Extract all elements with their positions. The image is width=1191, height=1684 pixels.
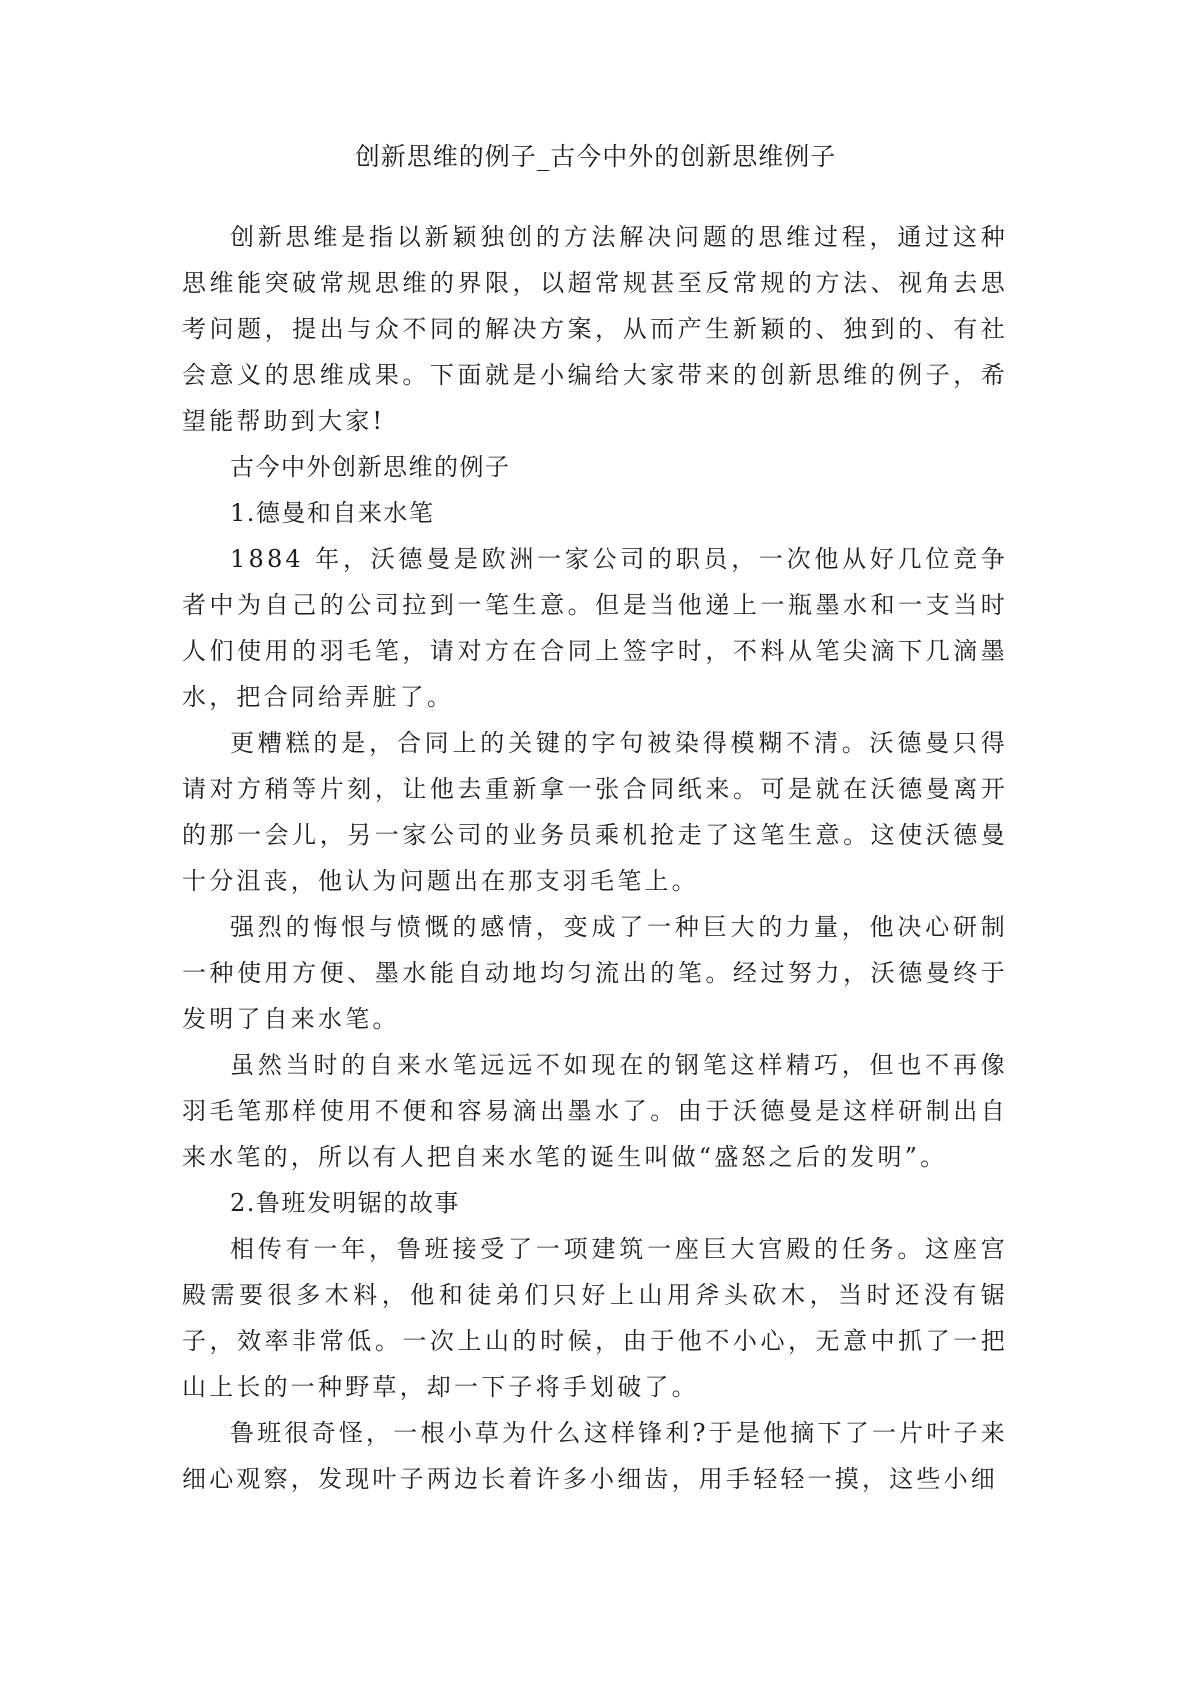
paragraph-intro: 创新思维是指以新颖独创的方法解决问题的思维过程，通过这种思维能突破常规思维的界限，以超常规甚至反常规的方法、视角去思考问题，提出与众不同的解决方案，从而产生新颖的、独到的、有社会意义的思维成果。下面就是小编给大家带来的创新思维的例子，希望能帮助到大家!: [182, 223, 1008, 435]
subsection-heading-1: 1.德曼和自来水笔: [230, 499, 435, 527]
subsection-heading-2: 2.鲁班发明锯的故事: [230, 1189, 460, 1217]
paragraph: 更糟糕的是，合同上的关键的字句被染得模糊不清。沃德曼只得请对方稍等片刻，让他去重新拿一张合同纸来。可是就在沃德曼离开的那一会儿，另一家公司的业务员乘机抢走了这笔生意。这使沃德曼十分沮丧，他认为问题出在那支羽毛笔上。: [182, 729, 1008, 895]
document-title: 创新思维的例子_古今中外的创新思维例子: [354, 142, 837, 171]
document-body: [182, 214, 1008, 1502]
paragraph: 强烈的悔恨与愤慨的感情，变成了一种巨大的力量，他决心研制一种使用方便、墨水能自动地均匀流出的笔。经过努力，沃德曼终于发明了自来水笔。: [182, 913, 1008, 1033]
paragraph: 虽然当时的自来水笔远远不如现在的钢笔这样精巧，但也不再像羽毛笔那样使用不便和容易滴出墨水了。由于沃德曼是这样研制出自来水笔的，所以有人把自来水笔的诞生叫做“盛怒之后的发明”。: [182, 1051, 1008, 1171]
section-heading: 古今中外创新思维的例子: [230, 453, 511, 481]
paragraph: 1884 年，沃德曼是欧洲一家公司的职员，一次他从好几位竞争者中为自己的公司拉到一笔生意。但是当他递上一瓶墨水和一支当时人们使用的羽毛笔，请对方在合同上签字时，不料从笔尖滴下几滴墨水，把合同给弄脏了。: [182, 545, 1008, 711]
paragraph: 鲁班很奇怪，一根小草为什么这样锋利?于是他摘下了一片叶子来细心观察，发现叶子两边长着许多小细齿，用手轻轻一摸，这些小细: [182, 1419, 1008, 1493]
paragraph: 相传有一年，鲁班接受了一项建筑一座巨大宫殿的任务。这座宫殿需要很多木料，他和徒弟们只好上山用斧头砍木，当时还没有锯子，效率非常低。一次上山的时候，由于他不小心，无意中抓了一把山上长的一种野草，却一下子将手划破了。: [182, 1235, 1008, 1401]
